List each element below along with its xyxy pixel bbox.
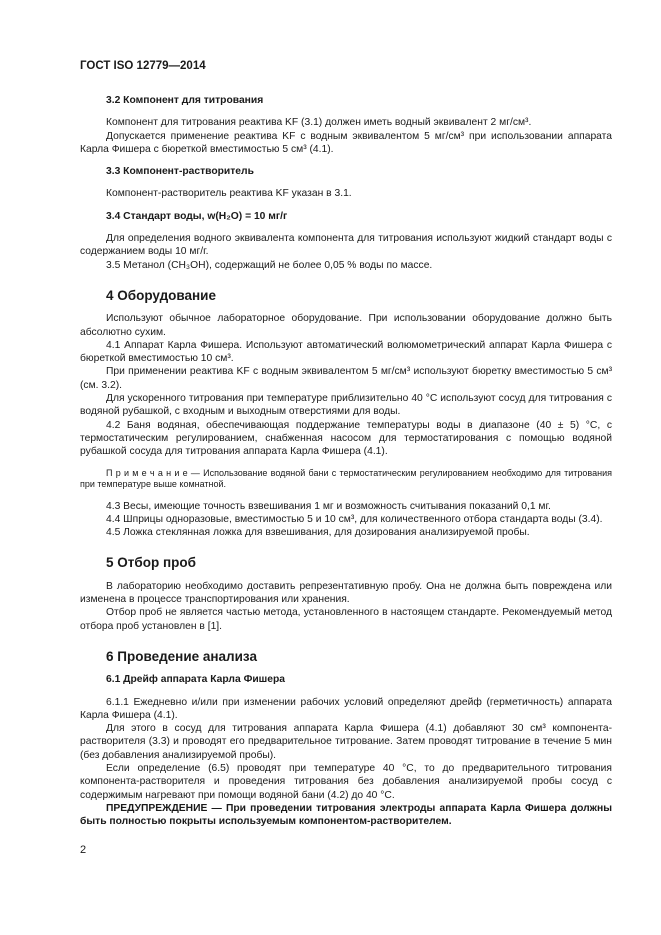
paragraph: 4.4 Шприцы одноразовые, вместимостью 5 и 10 см³, для количественного отбора стандарта воды (3.4).: [106, 513, 603, 525]
paragraph: 4.1 Аппарат Карла Фишера. Используют автоматический волюмометрический аппарат Карла Фишера с бюреткой вместимостью 10 см³.: [80, 339, 612, 365]
paragraph: Компонент для титрования реактива KF (3.1) должен иметь водный эквивалент 2 мг/см³.: [106, 117, 532, 129]
document-body: [80, 94, 612, 828]
paragraph: При применении реактива KF с водным эквивалентом 5 мг/см³ используют бюретку вместимостью 5 см³ (см. 3.2).: [80, 366, 612, 391]
paragraph: Для ускоренного титрования при температуре приблизительно 40 °С используют сосуд для титрования с водяной рубашкой, с входным и выходным отверстиями для воды.: [80, 393, 612, 418]
section-title-5: 5 Отбор проб: [106, 555, 196, 571]
note-label: П р и м е ч а н и е: [106, 467, 188, 478]
subsection-title-3-3: 3.3 Компонент-растворитель: [106, 166, 254, 178]
paragraph: 4.3 Весы, имеющие точность взвешивания 1 мг и возможность считывания показаний 0,1 мг.: [106, 500, 551, 512]
paragraph: В лабораторию необходимо доставить репрезентативную пробу. Она не должна быть повреждена или изменена в процессе транспортирования или хранения.: [80, 580, 612, 606]
paragraph: 3.5 Метанол (CH₃OH), содержащий не более 0,05 % воды по массе.: [106, 259, 433, 271]
subsection-title-3-4: 3.4 Стандарт воды, w(H₂O) = 10 мг/г: [106, 210, 288, 222]
paragraph: Для этого в сосуд для титрования аппарата Карла Фишера (4.1) добавляют 30 см³ компонента-растворителя (3.3) и проводят его предварительное титрование. Затем проводят титрование в течение 5 мин (без добавления анализируемой пробы).: [80, 723, 612, 761]
paragraph: Компонент-растворитель реактива KF указан в 3.1.: [106, 188, 352, 200]
paragraph: 4.2 Баня водяная, обеспечивающая поддержание температуры воды в диапазоне (40 ± 5) °С, с термостатическим регулированием, снабженная насосом для термостатирования с помощью водяной рубашкой сосуда для титрования аппарата Карла Фишера (4.1).: [80, 419, 612, 458]
page-number: 2: [80, 844, 87, 856]
paragraph: Допускается применение реактива KF с водным эквивалентом 5 мг/см³ при использовании аппарата Карла Фишера с бюреткой вместимостью 5 см³ (4.1).: [80, 130, 612, 155]
paragraph: Для определения водного эквивалента компонента для титрования используют жидкий стандарт воды с содержанием воды 10 мг/г.: [80, 233, 612, 258]
note: [80, 468, 612, 491]
paragraph: Отбор проб не является частью метода, установленного в настоящем стандарте. Рекомендуемый метод отбора проб установлен в [1].: [80, 607, 612, 632]
paragraph: 4.5 Ложка стеклянная ложка для взвешивания, для дозирования анализируемой пробы.: [106, 527, 530, 539]
paragraph: Используют обычное лабораторное оборудование. При использовании оборудование должно быть абсолютно сухим.: [80, 313, 612, 338]
paragraph: Если определение (6.5) проводят при температуре 40 °С, то до предварительного титрования компонента-растворителя и проведения титрования без добавления анализируемой пробы сосуд с содержимым нагревают при помощи водяной бани (4.2) до 40 °С.: [80, 762, 612, 801]
paragraph: 6.1.1 Ежедневно и/или при изменении рабочих условий определяют дрейф (герметичность) аппарата Карла Фишера (4.1).: [80, 696, 612, 721]
note-text: — Использование водяной бани с термостатическим регулированием необходимо для титрования при температуре выше комнатной.: [80, 467, 612, 490]
warning: ПРЕДУПРЕЖДЕНИЕ — При проведении титрования электроды аппарата Карла Фишера должны быть полностью покрыты используемым компонентом-растворителем.: [80, 802, 612, 828]
subsection-title-6-1: 6.1 Дрейф аппарата Карла Фишера: [106, 674, 286, 686]
section-title-4: 4 Оборудование: [106, 287, 216, 303]
section-title-6: 6 Проведение анализа: [106, 648, 257, 664]
document-header: ГОСТ ISO 12779—2014: [80, 60, 206, 72]
subsection-title-3-2: 3.2 Компонент для титрования: [106, 95, 264, 106]
